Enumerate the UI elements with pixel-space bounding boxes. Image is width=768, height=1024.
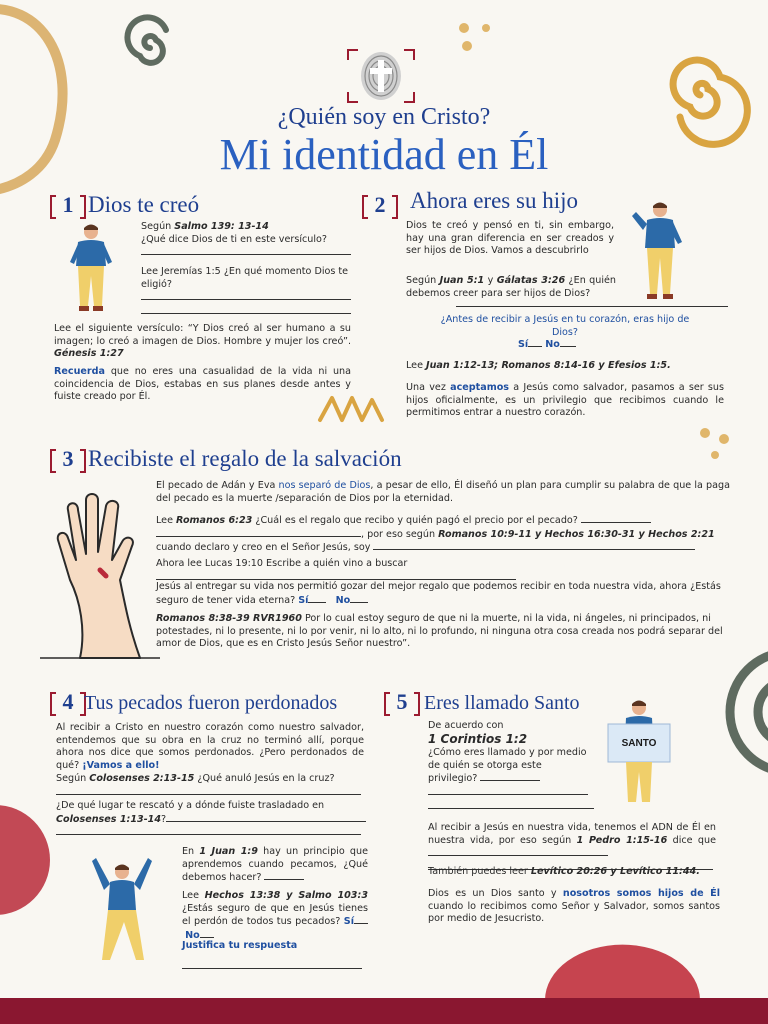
- santo-sign-label: SANTO: [621, 738, 657, 749]
- answer-line[interactable]: [182, 960, 362, 969]
- answer-line[interactable]: [56, 786, 361, 795]
- s4-john: En 1 Juan 1:9 hay un principio que aprendemos cuando pecamos, ¿Qué debemos hacer?: [182, 846, 368, 884]
- man-holding-sign-illustration: [606, 698, 672, 810]
- answer-line[interactable]: [456, 298, 728, 307]
- dot: [482, 24, 490, 32]
- answer-line[interactable]: [141, 305, 351, 314]
- man-celebrating-illustration: [88, 852, 156, 968]
- s1-genesis-text: Lee el siguiente versículo: “Y Dios creó al ser humano a su imagen; lo creó a imagen de Dios. Hombre y mujer los creó”. Génesis 1:27: [54, 323, 351, 360]
- header-logo: [346, 48, 416, 104]
- s2-yes-no: Sí No: [518, 338, 576, 352]
- s2-intro: Dios te creó y pensó en ti, sin embargo, hay una gran diferencia en ser creados y ser hijos de Dios. Vamos a descubrirlo: [406, 220, 614, 257]
- answer-line[interactable]: [264, 871, 304, 880]
- answer-line[interactable]: [56, 826, 361, 835]
- dot: [700, 428, 710, 438]
- s1-remember-text: Recuerda que no eres una casualidad de la vida ni una coincidencia de Dios, estabas en sus planes desde antes y fuiste creado por Él.: [54, 366, 351, 403]
- no-blank[interactable]: [350, 594, 368, 603]
- section-5-number: 5: [390, 690, 414, 714]
- section-4-title: Tus pecados fueron perdonados: [84, 692, 338, 714]
- man-pointing-illustration: [630, 200, 692, 302]
- yes-blank[interactable]: [308, 594, 326, 603]
- answer-line[interactable]: [156, 528, 361, 537]
- answer-line[interactable]: [141, 291, 351, 300]
- answer-line[interactable]: [581, 514, 651, 523]
- s2-closing: Una vez aceptamos a Jesús como salvador, pasamos a ser sus hijos oficialmente, es un privilegio que recibimos cuando le permitimos entrar a nuestro corazón.: [406, 382, 724, 419]
- section-3-number: 3: [56, 447, 80, 471]
- s2-question: Según Juan 5:1 y Gálatas 3:26 ¿En quién debemos creer para ser hijos de Dios?: [406, 275, 617, 299]
- header-subtitle: ¿Quién soy en Cristo?: [277, 104, 491, 130]
- s1-jeremiah-question: Lee Jeremías 1:5 ¿En qué momento Dios te eligió?: [141, 266, 356, 318]
- yes-blank[interactable]: [528, 338, 542, 347]
- dot: [459, 23, 469, 33]
- man-standing-illustration: [66, 222, 116, 314]
- s4-acts: Lee Hechos 13:38 y Salmo 103:3 ¿Estás seguro de que en Jesús tienes el perdón de todos tus pecados? Sí No: [182, 890, 368, 941]
- s3-p2: Lee Romanos 6:23 ¿Cuál es el regalo que recibo y quién pagó el precio por el pecado? , por eso según Romanos 10:9-11 y Hechos 16:30-31 y Hechos 2:21 cuando declaro y creo en el Señor Jesús, soy: [156, 515, 715, 554]
- dot: [719, 434, 729, 444]
- section-2-number: 2: [368, 193, 392, 217]
- s4-justify: Justifica tu respuesta: [182, 940, 298, 951]
- answer-line[interactable]: [480, 772, 540, 781]
- s3-p1: El pecado de Adán y Eva nos separó de Dios, a pesar de ello, Él diseñó un plan para cumplir su palabra de que la paga del pecado es la muerte /separación de Dios por la eternidad.: [156, 480, 730, 504]
- answer-line[interactable]: [428, 847, 608, 856]
- sage-arcs-right: [730, 652, 768, 772]
- answer-line[interactable]: [166, 813, 366, 822]
- s2-ask: ¿Antes de recibir a Jesús en tu corazón, eras hijo de Dios?: [440, 314, 690, 338]
- no-blank[interactable]: [560, 338, 576, 347]
- s1-psalm-ref: Salmo 139: 13-14: [174, 221, 269, 232]
- hand-illustration: [40, 480, 160, 660]
- answer-line[interactable]: [141, 246, 351, 255]
- s5-p2: Al recibir a Jesús en nuestra vida, tenemos el ADN de Él en nuestra vida, por eso según 1 Pedro 1:15-16 dice que: [428, 822, 716, 874]
- s5-p4: Dios es un Dios santo y nosotros somos hijos de Él cuando lo recibimos como Señor y Salvador, somos santos por medio de Jesucristo.: [428, 888, 721, 925]
- sage-spiral-top: [127, 17, 166, 62]
- footer-bar: [0, 998, 768, 1024]
- yes-blank[interactable]: [354, 915, 368, 924]
- s3-p3: Ahora lee Lucas 19:10 Escribe a quién vino a buscar: [156, 558, 730, 584]
- answer-line[interactable]: [428, 786, 588, 795]
- answer-line[interactable]: [156, 571, 516, 580]
- s5-p1: De acuerdo con 1 Corintios 1:2 ¿Cómo eres llamado y por medio de quién se otorga este privilegio?: [428, 720, 594, 813]
- dot: [711, 451, 719, 459]
- s3-p4: Jesús al entregar su vida nos permitió gozar del mejor regalo que podemos recibir en toda nuestra vida, ahora ¿Estás seguro de tener vida eterna? Sí No: [156, 581, 721, 606]
- section-1-title: Dios te creó: [88, 192, 200, 217]
- red-circle-left: [0, 805, 50, 915]
- dot: [462, 41, 472, 51]
- section-4-number: 4: [56, 690, 80, 714]
- s1-psalm-question: Según Salmo 139: 13-14 ¿Qué dice Dios de ti en este versículo?: [141, 221, 356, 260]
- s3-romans: Romanos 8:38-39 RVR1960 Por lo cual estoy seguro de que ni la muerte, ni la vida, ni ángeles, ni principados, ni potestades, ni lo presente, ni lo por venir, ni lo alto, ni lo profundo, ni ninguna otra cosa creada nos podrá separar del amor de Dios, que es en Cristo Jesús Señor nuestro”.: [156, 613, 723, 650]
- page-title: Mi identidad en Él: [219, 130, 549, 179]
- answer-line[interactable]: [373, 541, 695, 550]
- s5-p3: También puedes leer Levítico 20:26 y Levítico 11:44.: [428, 866, 700, 877]
- section-5-title: Eres llamado Santo: [424, 692, 580, 714]
- section-3-title: Recibiste el regalo de la salvación: [88, 446, 402, 471]
- section-2-title: Ahora eres su hijo: [410, 188, 578, 213]
- s2-read: Lee Juan 1:12-13; Romanos 8:14-16 y Efesios 1:5.: [406, 360, 671, 371]
- s4-intro: Al recibir a Cristo en nuestro corazón como nuestro salvador, entendemos que su obra en la cruz no terminó allí, porque ahora nos dice que somos perdonados. ¿Pero perdonados de qué? ¡Vamos a ello!: [56, 722, 364, 771]
- red-arc-bottom-right: [545, 945, 700, 1000]
- no-blank[interactable]: [200, 929, 214, 938]
- answer-line[interactable]: [428, 800, 594, 809]
- s4-colossians: Según Colosenses 2:13-15 ¿Qué anuló Jesús en la cruz?: [56, 773, 366, 799]
- section-1-number: 1: [56, 193, 80, 217]
- s4-rescue: ¿De qué lugar te rescató y a dónde fuiste trasladado en Colosenses 1:13-14?: [56, 800, 372, 840]
